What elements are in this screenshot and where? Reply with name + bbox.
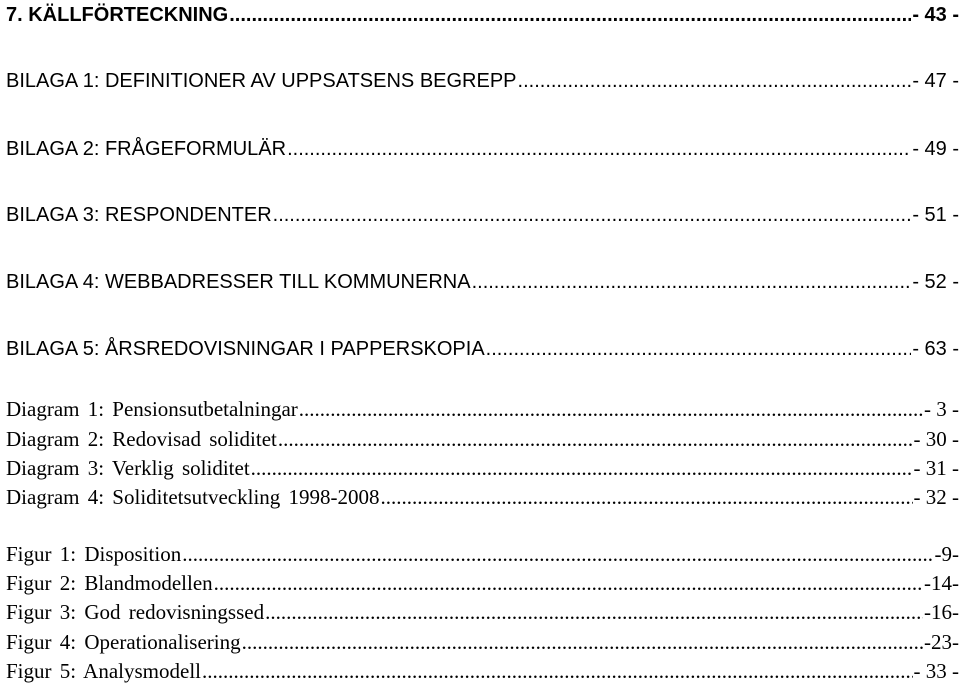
toc-entry-label: 7. KÄLLFÖRTECKNING xyxy=(6,4,229,26)
toc-entry-page: - 52 - xyxy=(912,271,959,293)
toc-entry-page: - 32 - xyxy=(913,485,959,509)
dot-leader xyxy=(265,599,923,625)
toc-entry-bilaga-4[interactable] xyxy=(6,269,959,295)
toc-entry-page: - 33 - xyxy=(913,659,959,683)
dot-leader xyxy=(287,136,911,162)
dot-leader xyxy=(518,68,912,94)
toc-entry-bilaga-2[interactable] xyxy=(6,136,959,162)
toc-entry-page: -23- xyxy=(924,630,959,654)
dot-leader xyxy=(273,202,912,228)
dot-leader xyxy=(214,570,923,596)
toc-entry-page: - 30 - xyxy=(913,427,959,451)
toc-entry-page: - 63 - xyxy=(912,338,959,360)
toc-entry-label: BILAGA 2: FRÅGEFORMULÄR xyxy=(6,138,287,160)
toc-entry-diagram-2[interactable] xyxy=(6,426,959,452)
dot-leader xyxy=(229,2,911,28)
toc-entry-page: -16- xyxy=(924,600,959,624)
dot-leader xyxy=(182,541,933,567)
toc-entry-page: - 47 - xyxy=(912,70,959,92)
toc-entry-label: BILAGA 5: ÅRSREDOVISNINGAR I PAPPERSKOPIA xyxy=(6,338,485,360)
toc-entry-diagram-3[interactable] xyxy=(6,455,959,481)
toc-entry-bilaga-1[interactable] xyxy=(6,68,959,94)
toc-entry-page: - 49 - xyxy=(912,138,959,160)
dot-leader xyxy=(381,484,913,510)
toc-entry-page: - 31 - xyxy=(913,456,959,480)
toc-entry-page: - 43 - xyxy=(912,4,959,26)
toc-entry-figur-3[interactable] xyxy=(6,599,959,625)
toc-entry-figur-1[interactable] xyxy=(6,541,959,567)
toc-entry-figur-2[interactable] xyxy=(6,570,959,596)
toc-entry-page: -14- xyxy=(924,571,959,595)
toc-entry-label: Figur 4: Operationalisering xyxy=(6,630,241,654)
toc-entry-page: - 51 - xyxy=(912,204,959,226)
toc-entry-label: Diagram 1: Pensionsutbetalningar xyxy=(6,397,298,421)
toc-entry-page: -9- xyxy=(934,542,959,566)
dot-leader xyxy=(486,336,912,362)
toc-entry-diagram-1[interactable] xyxy=(6,396,959,422)
toc-entry-label: BILAGA 1: DEFINITIONER AV UPPSATSENS BEGREPP xyxy=(6,70,517,92)
dot-leader xyxy=(299,396,923,422)
toc-entry-page: - 3 - xyxy=(924,397,959,421)
dot-leader xyxy=(202,658,913,684)
toc-entry-diagram-4[interactable] xyxy=(6,484,959,510)
toc-entry-kallforteckning[interactable] xyxy=(6,2,959,28)
toc-entry-label: Figur 3: God redovisningssed xyxy=(6,600,265,624)
toc-entry-label: BILAGA 3: RESPONDENTER xyxy=(6,204,272,226)
dot-leader xyxy=(251,455,913,481)
toc-entry-label: Diagram 3: Verklig soliditet xyxy=(6,456,250,480)
toc-entry-label: Figur 1: Disposition xyxy=(6,542,182,566)
dot-leader xyxy=(278,426,913,452)
dot-leader xyxy=(242,629,923,655)
toc-entry-label: Figur 5: Analysmodell xyxy=(6,659,201,683)
toc-entry-figur-5[interactable] xyxy=(6,658,959,684)
toc-entry-label: Diagram 2: Redovisad soliditet xyxy=(6,427,277,451)
dot-leader xyxy=(472,269,912,295)
toc-entry-label: Diagram 4: Soliditetsutveckling 1998-2008 xyxy=(6,485,380,509)
toc-entry-label: Figur 2: Blandmodellen xyxy=(6,571,213,595)
toc-entry-bilaga-3[interactable] xyxy=(6,202,959,228)
toc-entry-label: BILAGA 4: WEBBADRESSER TILL KOMMUNERNA xyxy=(6,271,471,293)
toc-entry-figur-4[interactable] xyxy=(6,629,959,655)
toc-entry-bilaga-5[interactable] xyxy=(6,336,959,362)
